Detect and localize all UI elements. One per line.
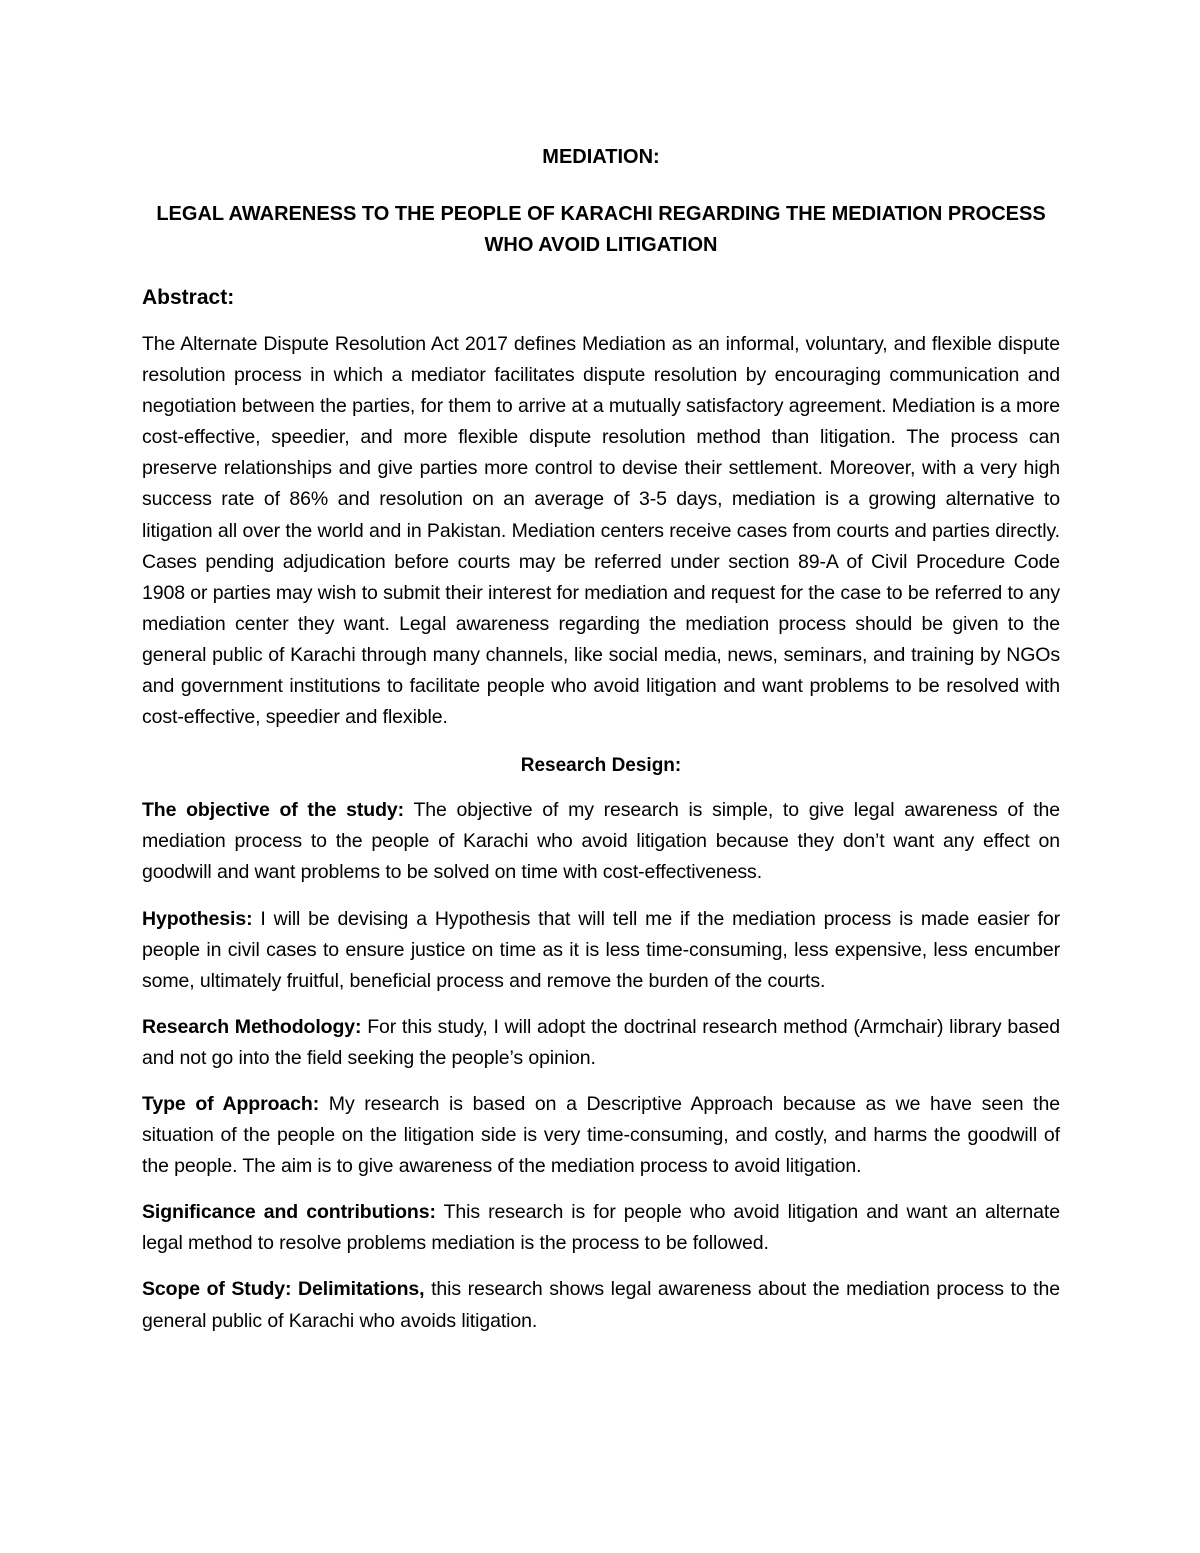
section-hypothesis bbox=[142, 904, 1060, 997]
section-significance-text: This research is for people who avoid litigation and want an alternate legal method to resolve problems mediation is the process to be followed. bbox=[142, 1201, 1060, 1255]
section-objective-text: The objective of my research is simple, to give legal awareness of the mediation process to the people of Karachi who avoid litigation because they don’t want any effect on goodwill and want problems to be solved on time with cost-effectiveness. bbox=[142, 799, 1061, 884]
abstract-body: The Alternate Dispute Resolution Act 2017 defines Mediation as an informal, voluntary, and flexible dispute resolution process in which a mediator facilitates dispute resolution by encouraging communication and negotiation between the parties, for them to arrive at a mutually satisfactory agreement. Mediation is a more cost-effective, speedier, and more flexible dispute resolution method than litigation. The process can preserve relationships and give parties more control to devise their settlement. Moreover, with a very high success rate of 86% and resolution on an average of 3-5 days, mediation is a growing alternative to litigation all over the world and in Pakistan. Mediation centers receive cases from courts and parties directly. Cases pending adjudication before courts may be referred under section 89-A of Civil Procedure Code 1908 or parties may wish to submit their interest for mediation and request for the case to be referred to any mediation center they want. Legal awareness regarding the mediation process should be given to the general public of Karachi through many channels, like social media, news, seminars, and training by NGOs and government institutions to facilitate people who avoid litigation and want problems to be resolved with cost-effective, speedier and flexible. bbox=[142, 333, 1060, 729]
section-approach bbox=[142, 1089, 1060, 1182]
document-page bbox=[142, 142, 1060, 1352]
section-significance-label: Significance and contributions: bbox=[142, 1201, 436, 1224]
section-methodology bbox=[142, 1012, 1060, 1074]
section-methodology-text: For this study, I will adopt the doctrinal research method (Armchair) library based and not go into the field seeking the people’s opinion. bbox=[142, 1015, 1060, 1069]
section-objective-label: The objective of the study: bbox=[142, 799, 405, 822]
document-title: MEDIATION: bbox=[542, 146, 660, 168]
section-significance bbox=[142, 1197, 1060, 1259]
section-approach-text: My research is based on a Descriptive Approach because as we have seen the situation of the people on the litigation side is very time-consuming, and costly, and harms the goodwill of the people. The aim is to give awareness of the mediation process to avoid litigation. bbox=[142, 1092, 1060, 1178]
section-objective bbox=[142, 795, 1060, 888]
document-subtitle: LEGAL AWARENESS TO THE PEOPLE OF KARACHI REGARDING THE MEDIATION PROCESS WHO AVOID LITIGATION bbox=[156, 203, 1046, 256]
section-scope-label: Scope of Study: Delimitations, bbox=[142, 1278, 425, 1301]
section-hypothesis-label: Hypothesis: bbox=[142, 907, 253, 930]
research-design-heading: Research Design: bbox=[520, 755, 682, 777]
abstract-heading: Abstract: bbox=[142, 286, 235, 309]
section-methodology-label: Research Methodology: bbox=[142, 1015, 362, 1038]
section-scope-text: this research shows legal awareness about the mediation process to the general public of Karachi who avoids litigation. bbox=[142, 1278, 1060, 1332]
section-scope bbox=[142, 1274, 1060, 1336]
section-hypothesis-text: I will be devising a Hypothesis that will tell me if the mediation process is made easier for people in civil cases to ensure justice on time as it is less time-consuming, less expensive, less encumber some, ultimately fruitful, beneficial process and remove the burden of the courts. bbox=[142, 907, 1060, 992]
section-approach-label: Type of Approach: bbox=[142, 1092, 320, 1115]
